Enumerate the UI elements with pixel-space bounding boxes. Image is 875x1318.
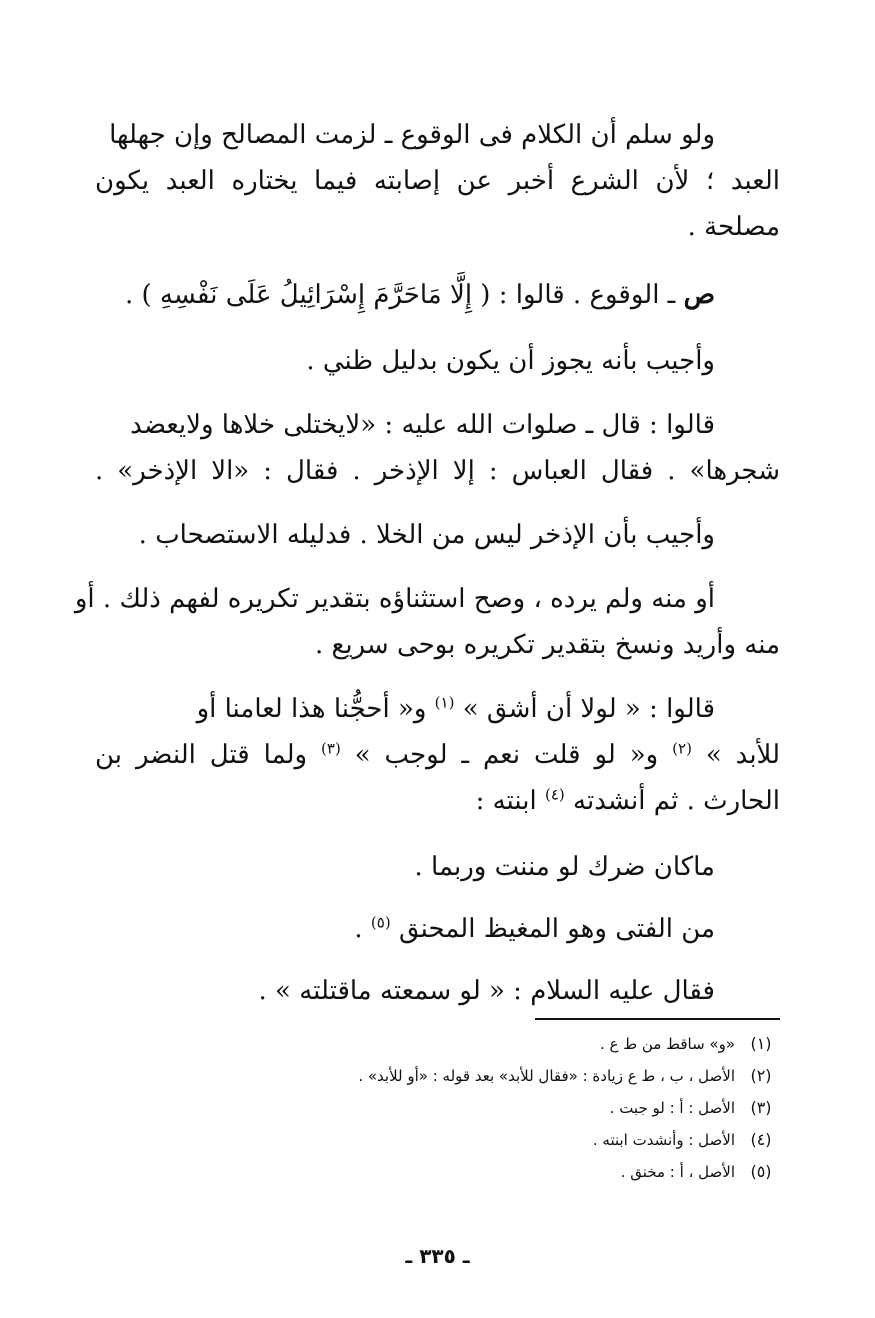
- section-mark: ص: [683, 280, 715, 310]
- footnote-text: «و» ساقط من ط ع .: [599, 1035, 735, 1053]
- text-line: فقال عليه السلام : « لو سمعته ماقتلته » .: [258, 976, 715, 1006]
- footnote-number: (١): [750, 1034, 772, 1053]
- text-line: [125, 278, 715, 312]
- text-span: ابنته :: [475, 786, 545, 816]
- text-line: قالوا : قال ـ صلوات الله عليه : «لايختلى خلاها ولايعضد: [130, 410, 715, 440]
- text-line: وأجيب بأن الإذخر ليس من الخلا . فدليله الاستصحاب .: [138, 520, 715, 550]
- footnote-number: (٤): [750, 1130, 772, 1149]
- text-line: العبد ؛ لأن الشرع أخبر عن إصابته فيما يختاره العبد يكون: [95, 166, 780, 196]
- text-line: شجرها» . فقال العباس : إلا الإذخر . فقال : «الا الإذخر» .: [95, 456, 780, 486]
- footnote: [593, 1130, 787, 1150]
- footnote-ref: (٤): [544, 785, 565, 804]
- text-span: و« أحجُّنا هذا لعامنا أو: [196, 694, 435, 724]
- text-line: [95, 738, 780, 772]
- text-line: منه وأريد ونسخ بتقدير تكريره بوحى سريع .: [314, 630, 780, 660]
- text-span: من الفتى وهو المغيظ المحنق: [390, 914, 715, 944]
- text-span: للأبد »: [691, 740, 780, 770]
- text-line: مصلحة .: [687, 212, 780, 242]
- text-span: قالوا : « لولا أن أشق »: [454, 694, 715, 724]
- footnote-text: الأصل : أ : لو جبت .: [609, 1099, 735, 1117]
- footnote-text: الأصل : وأنشدت ابنته .: [592, 1131, 735, 1149]
- footnote-ref: (٢): [672, 739, 692, 758]
- footnote-ref: (٣): [321, 739, 341, 758]
- footnote: [610, 1098, 787, 1118]
- footnote-separator: [535, 1018, 780, 1020]
- text-span: .: [354, 914, 371, 944]
- text-line: ولو سلم أن الكلام فى الوقوع ـ لزمت المصالح وإن جهلها: [109, 120, 715, 150]
- text-span: ـ الوقوع . قالوا : ( إِلَّا مَاحَرَّمَ إِسْرَائِيلُ عَلَى نَفْسِهِ ) .: [124, 280, 684, 310]
- page-number: ـ ٣٣٥ ـ: [405, 1244, 470, 1268]
- footnote-text: الأصل ، أ : مخنق .: [620, 1163, 735, 1181]
- footnote-text: الأصل ، ب ، ط ع زيادة : «فقال للأبد» بعد قوله : «أو للأبد» .: [358, 1067, 735, 1085]
- footnote: [600, 1034, 787, 1054]
- footnote-number: (٢): [750, 1066, 772, 1085]
- footnote: [358, 1066, 787, 1086]
- footnote-number: (٣): [750, 1098, 772, 1117]
- footnote-ref: (١): [434, 693, 455, 712]
- text-line: [197, 692, 715, 726]
- footnote-number: (٥): [750, 1162, 772, 1181]
- text-span: ولما قتل النضر بن: [95, 740, 322, 770]
- text-span: و« لو قلت نعم ـ لوجب »: [340, 740, 673, 770]
- verse-line: ماكان ضرك لو مننت وربما .: [414, 852, 715, 882]
- text-line: أو منه ولم يرده ، وصح استثناؤه بتقدير تكريره لفهم ذلك . أو: [74, 584, 715, 614]
- text-line: [476, 784, 780, 818]
- footnote-ref: (٥): [370, 913, 391, 932]
- text-line: وأجيب بأنه يجوز أن يكون بدليل ظني .: [306, 346, 715, 376]
- text-span: الحارث . ثم أنشدته: [564, 786, 780, 816]
- verse-line: [354, 912, 715, 946]
- footnote: [621, 1162, 787, 1182]
